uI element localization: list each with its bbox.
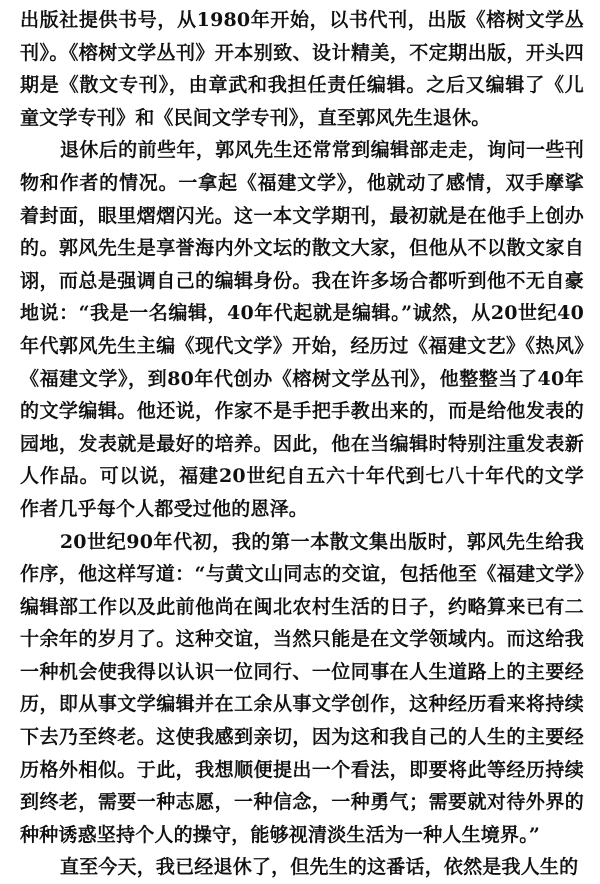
paragraph-1: 出版社提供书号，从1980年开始，以书代刊，出版《榕树文学丛刊》。《榕树文学丛刊》开本别致、设计精美，不定期出版，开头四期是《散文专刊》，由章武和我担任责任编辑。之后又编辑了《儿童文学专刊》和《民间文学专刊》，直至郭风先生退休。 [20,9,584,129]
document-page [20,4,584,884]
paragraph-4: 直至今天，我已经退休了，但先生的这番话，依然是我人生的 [59,856,579,879]
paragraph-3: 20世纪90年代初，我的第一本散文集出版时，郭风先生给我作序，他这样写道：“与黄文山同志的交谊，包括他至《福建文学》编辑部工作以及此前他尚在闽北农村生活的日子，约略算来已有二十余年的岁月了。这种交谊，当然只能是在文学领域内。而这给我一种机会使我得以认识一位同行、一位同事在人生道路上的主要经历，即从事文学编辑并在工余从事文学创作，这种经历看来将持续下去乃至终老。这使我感到亲切，因为这和我自己的人生的主要经历格外相似。于此，我想顺便提出一个看法，即要将此等经历持续到终老，需要一种志愿，一种信念，一种勇气；需要就对待外界的种种诱惑坚持个人的操守，能够视清淡生活为一种人生境界。” [20,530,584,846]
paragraph-2: 退休后的前些年，郭风先生还常常到编辑部走走，询问一些刊物和作者的情况。一拿起《福建文学》，他就动了感情，双手摩挲着封面，眼里熠熠闪光。这一本文学期刊，最初就是在他手上创办的。郭风先生是享誉海内外文坛的散文大家，但他从不以散文家自诩，而总是强调自己的编辑身份。我在许多场合都听到他不无自豪地说：“我是一名编辑，40年代起就是编辑。”诚然，从20世纪40年代郭风先生主编《现代文学》开始，经历过《福建文艺》《热风》《福建文学》，到80年代创办《榕树文学丛刊》，他整整当了40年的文学编辑。他还说，作家不是手把手教出来的，而是给他发表的园地，发表就是最好的培养。因此，他在当编辑时特别注重发表新人作品。可以说，福建20世纪自五六十年代到七八十年代的文学作者几乎每个人都受过他的恩泽。 [20,139,584,520]
